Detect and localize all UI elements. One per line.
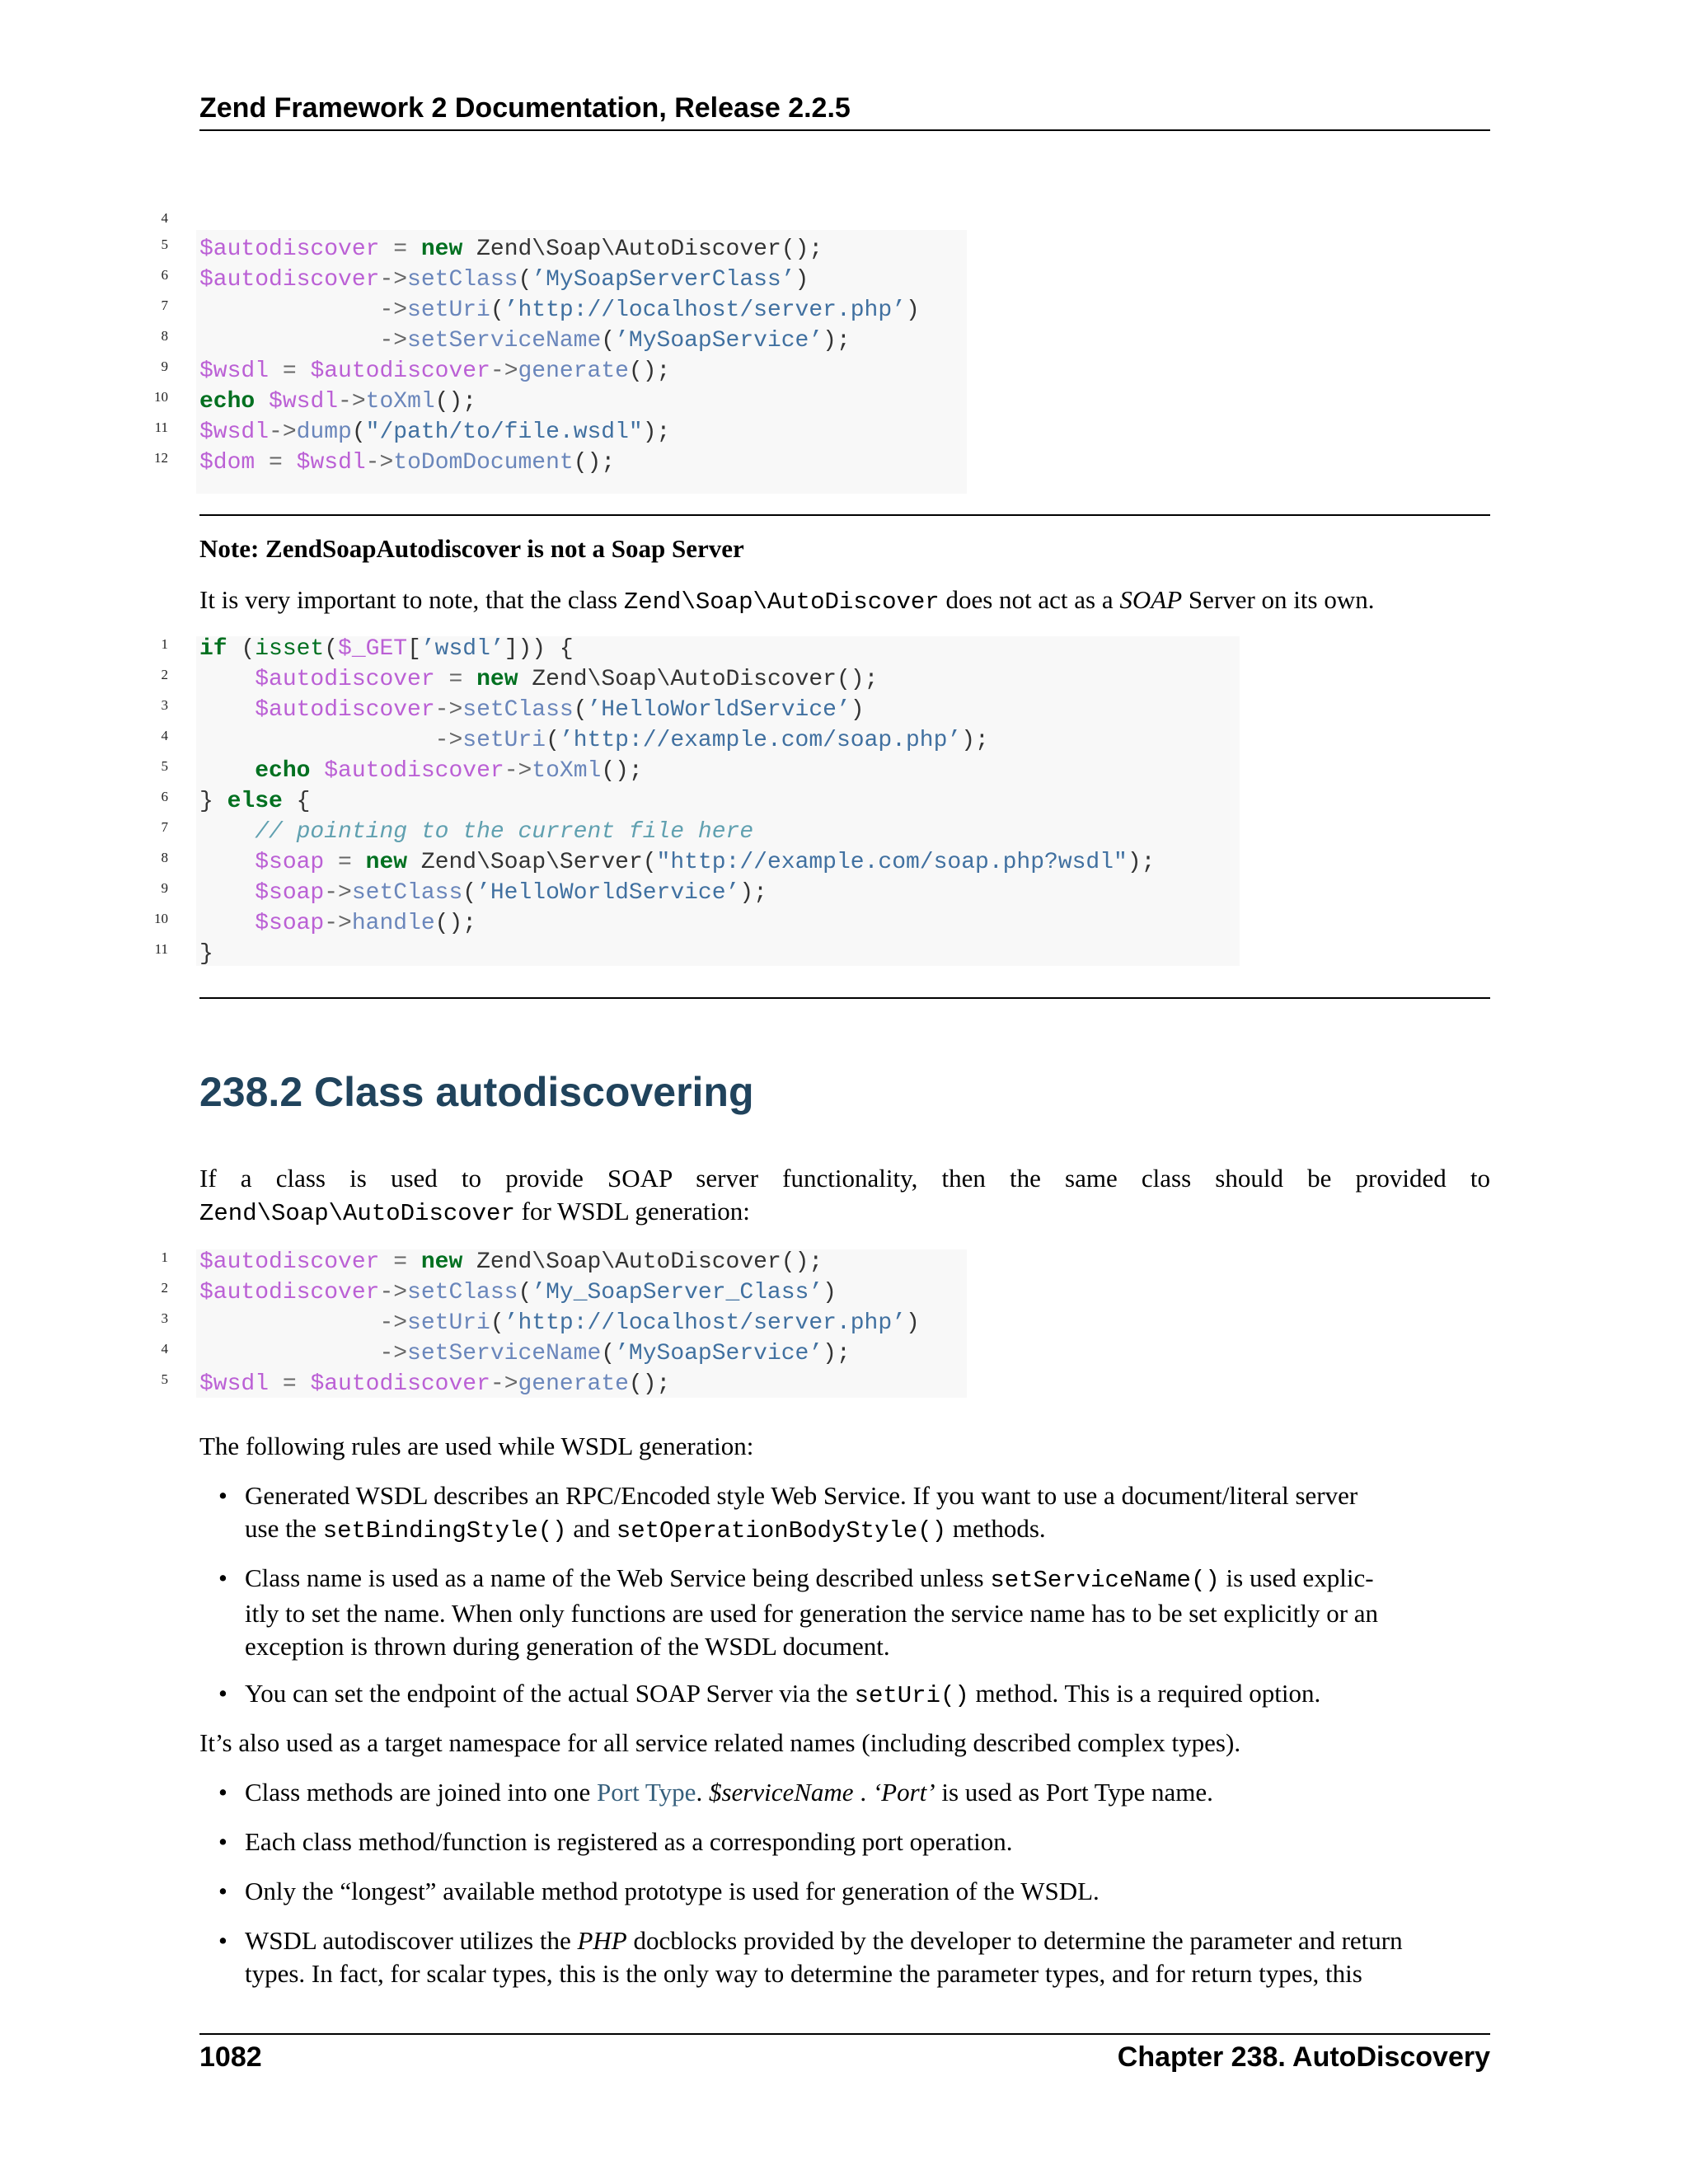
list-item: • Class name is used as a name of the Web Service being described unless setServiceName() is used explic- itly to set the name. When only functions are used for generation the service name has to be set explicitly or an exception is thrown during generation of the WSDL document.	[218, 1563, 1379, 1661]
page-number: 1082	[199, 2041, 262, 2073]
line-number: 4	[161, 728, 168, 743]
line-number: 7	[161, 298, 168, 313]
line-number: 1	[161, 1249, 168, 1265]
code-line: $soap->setClass(’HelloWorldService’);	[255, 880, 767, 906]
code-line: ->setUri(’http://localhost/server.php’)	[379, 298, 920, 323]
code-line: $wsdl = $autodiscover->generate();	[199, 1371, 671, 1397]
line-number: 2	[161, 1280, 168, 1296]
code-line: } else {	[199, 789, 311, 814]
line-number: 3	[161, 697, 168, 713]
list-item: • Each class method/function is registered as a corresponding port operation.	[218, 1827, 1013, 1856]
code-line: }	[199, 941, 213, 967]
code-line: ->setServiceName(’MySoapService’);	[379, 328, 851, 354]
line-number: 12	[154, 450, 168, 466]
line-number: 3	[161, 1310, 168, 1326]
code-line: if (isset($_GET[’wsdl’])) {	[199, 636, 574, 662]
list-item: • Only the “longest” available method prototype is used for generation of the WSDL.	[218, 1877, 1100, 1905]
line-number: 1	[161, 636, 168, 652]
section-heading: 238.2 Class autodiscovering	[199, 1069, 754, 1115]
code-line: $autodiscover = new Zend\Soap\AutoDiscover();	[255, 667, 879, 692]
paragraph-namespace: It’s also used as a target namespace for all service related names (including described complex types).	[199, 1728, 1241, 1757]
code-line: $autodiscover = new Zend\Soap\AutoDiscover();	[199, 1249, 823, 1275]
code-line: $wsdl = $autodiscover->generate();	[199, 359, 671, 384]
list-item: • Class methods are joined into one Port Type. $serviceName . ‘Port’ is used as Port Type name.	[218, 1778, 1213, 1807]
code-line: $autodiscover->setClass(’My_SoapServer_Class’)	[199, 1280, 837, 1305]
line-number: 8	[161, 328, 168, 344]
list-item: • Generated WSDL describes an RPC/Encoded style Web Service. If you want to use a document/literal server use the setBindingStyle() and setOperationBodyStyle() methods.	[218, 1481, 1358, 1544]
code-line: ->setServiceName(’MySoapService’);	[379, 1341, 851, 1366]
paragraph-rules: The following rules are used while WSDL generation:	[199, 1432, 754, 1460]
header-rule	[199, 129, 1490, 131]
line-number: 5	[161, 237, 168, 252]
line-number: 2	[161, 667, 168, 682]
line-number: 10	[154, 389, 168, 405]
line-number: 11	[154, 419, 168, 435]
running-header: Zend Framework 2 Documentation, Release 2.2.5	[199, 92, 851, 124]
line-number: 6	[161, 267, 168, 283]
note-bottom-rule	[199, 997, 1490, 999]
note-text: It is very important to note, that the class Zend\Soap\AutoDiscover does not act as a SOAP Server on its own.	[199, 585, 1375, 616]
port-type-link[interactable]: Port Type	[597, 1778, 696, 1807]
code-line: echo $autodiscover->toXml();	[255, 758, 643, 784]
line-number: 9	[161, 359, 168, 374]
line-number: 4	[161, 210, 168, 226]
line-number: 5	[161, 758, 168, 774]
chapter-footer: Chapter 238. AutoDiscovery	[1117, 2041, 1490, 2073]
line-number: 4	[161, 1341, 168, 1357]
code-line: echo $wsdl->toXml();	[199, 389, 477, 415]
code-line: $autodiscover = new Zend\Soap\AutoDiscover();	[199, 237, 823, 262]
paragraph-intro: If a class is used to provide SOAP server functionality, then the same class should be provided to	[199, 1164, 1490, 1193]
code-line: ->setUri(’http://example.com/soap.php’);	[434, 728, 989, 753]
line-number: 6	[161, 789, 168, 804]
paragraph-intro-cont: Zend\Soap\AutoDiscover for WSDL generation:	[199, 1197, 750, 1227]
code-line: $dom = $wsdl->toDomDocument();	[199, 450, 616, 476]
footer-rule	[199, 2033, 1490, 2035]
code-line: $soap = new Zend\Soap\Server("http://example.com/soap.php?wsdl");	[255, 850, 1156, 875]
line-number: 7	[161, 819, 168, 835]
line-number: 9	[161, 880, 168, 896]
line-number: 11	[154, 941, 168, 957]
line-number: 5	[161, 1371, 168, 1387]
line-number: 8	[161, 850, 168, 865]
line-number: 10	[154, 911, 168, 926]
note-title: Note: ZendSoapAutodiscover is not a Soap Server	[199, 534, 744, 563]
code-line: $autodiscover->setClass(’HelloWorldService’)	[255, 697, 865, 723]
note-top-rule	[199, 514, 1490, 516]
code-line: $autodiscover->setClass(’MySoapServerClass’)	[199, 267, 809, 293]
code-line: ->setUri(’http://localhost/server.php’)	[379, 1310, 920, 1336]
list-item: • You can set the endpoint of the actual SOAP Server via the setUri() method. This is a required option.	[218, 1679, 1321, 1709]
code-line: $soap->handle();	[255, 911, 477, 936]
list-item: • WSDL autodiscover utilizes the PHP docblocks provided by the developer to determine the parameter and return types. In fact, for scalar types, this is the only way to determine the parameter types, and for return types, this	[218, 1926, 1403, 1988]
code-line: // pointing to the current file here	[255, 819, 754, 845]
code-line: $wsdl->dump("/path/to/file.wsdl");	[199, 419, 671, 445]
